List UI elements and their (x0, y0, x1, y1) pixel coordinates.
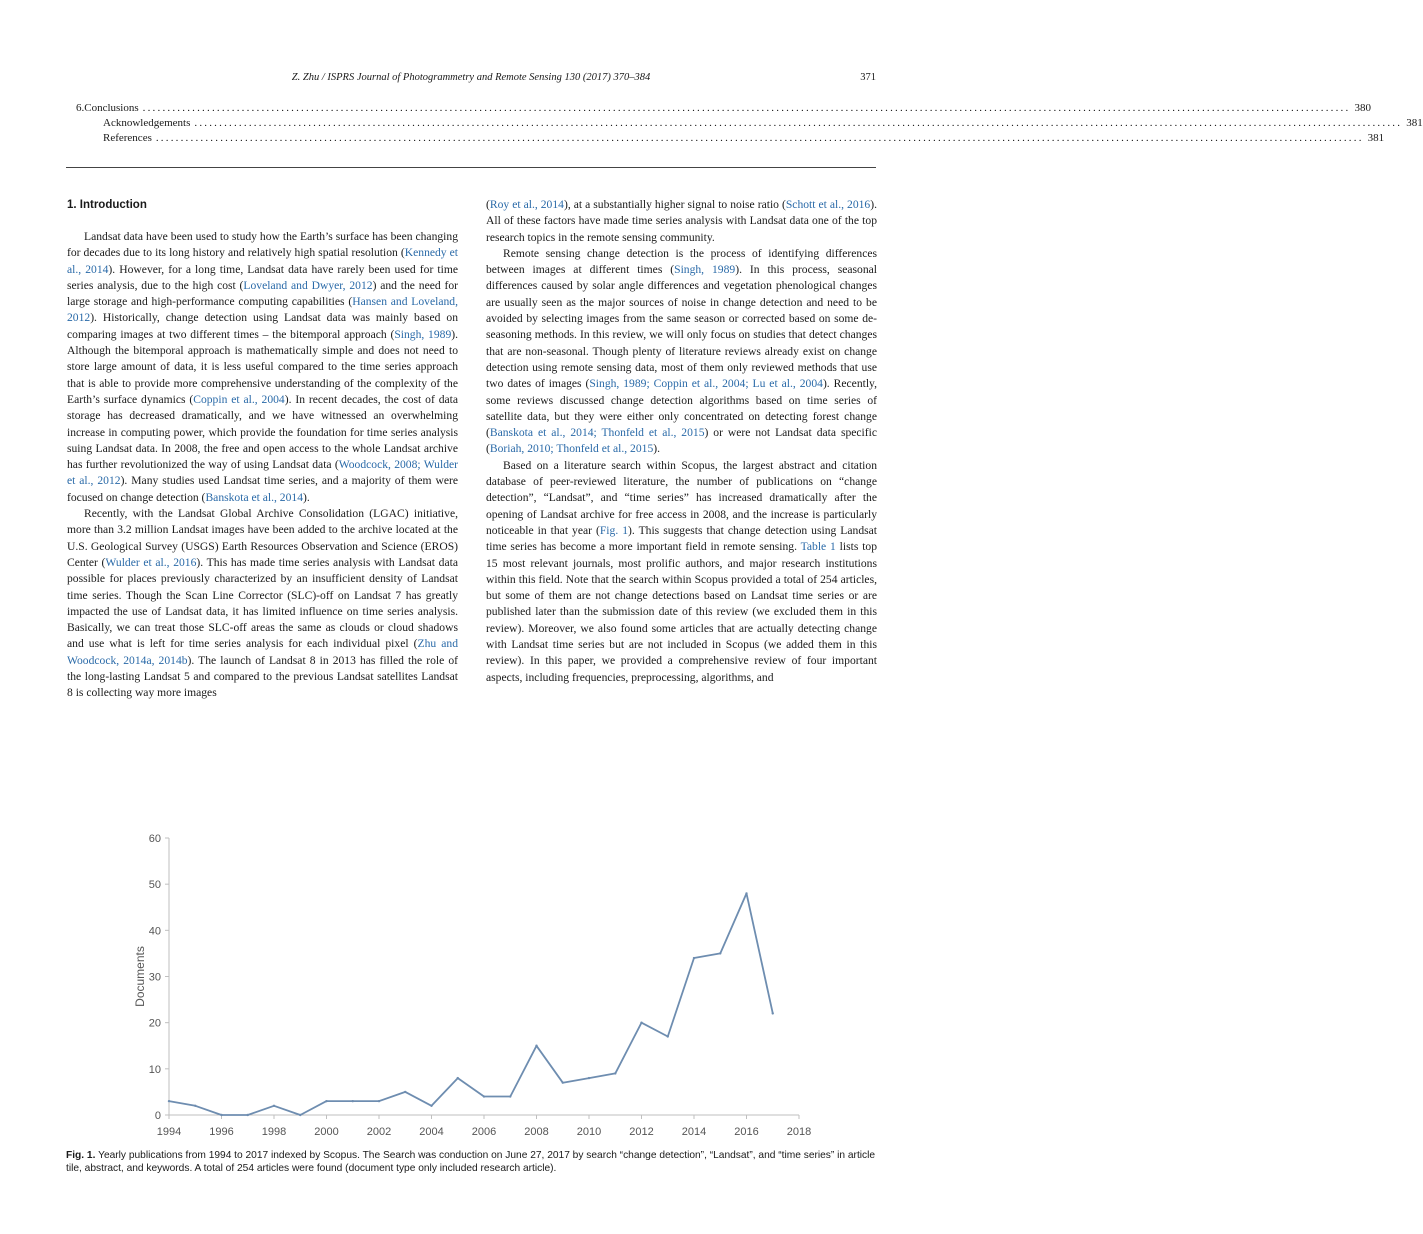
paragraph-text: ). This suggests that change detection using Landsat time series has become a more important field in remote sensing. (486, 523, 878, 554)
x-tick-label: 2006 (471, 1126, 497, 1138)
paragraph-text: Based on a literature search within Scopus, the largest abstract and citation database of peer-reviewed literature, the number of publications on “change detection”, “Landsat”, and “time series” has increased dramatically after the opening of Landsat archive for free access in 2008, and the increase is particularly noticeable in that year ( (486, 458, 877, 537)
toc-title: Conclusions (84, 102, 139, 114)
citation-link[interactable]: Boriah, 2010; Thonfeld et al., 2015 (489, 442, 654, 456)
citation-link[interactable]: Loveland and Dwyer, 2012 (243, 278, 373, 292)
x-tick-label: 2000 (314, 1126, 339, 1138)
data-point (352, 1100, 354, 1102)
paragraph-text: ). The launch of Landsat 8 in 2013 has filled the role of the long-lasting Landsat 5 and compared to the previous Landsat satellites Landsat 8 is collecting way more images (67, 653, 458, 700)
citation-link[interactable]: Singh, 1989; Coppin et al., 2004; Lu et al., 2004 (589, 377, 823, 391)
data-point (509, 1095, 511, 1097)
paragraph (67, 506, 458, 702)
page-number: 371 (860, 72, 876, 83)
data-point (168, 1100, 170, 1102)
paragraph-text: ). Although the bitemporal approach is mathematically simple and does not need to store large amount of data, it is less useful compared to the time series approach that is able to provide more comprehensive understanding of the complexity of the Earth’s surface dynamics ( (67, 327, 459, 406)
toc-leader-dots (194, 116, 1402, 131)
data-point (640, 1021, 642, 1023)
paragraph (486, 197, 877, 246)
citation-link[interactable]: Singh, 1989 (674, 263, 736, 277)
paragraph-text: ). (303, 490, 310, 504)
publications-line-chart (128, 826, 812, 1142)
y-tick-label: 30 (148, 971, 161, 984)
x-tick-label: 2014 (681, 1126, 707, 1138)
paragraph-text: Recently, with the Landsat Global Archive Consolidation (LGAC) initiative, more than 3.2 million Landsat images have been added to the archive located at the U.S. Geological Survey (USGS) Earth Resources Observation and Science (EROS) Center ( (67, 507, 458, 569)
data-point (273, 1105, 275, 1107)
paragraph-text: ). In recent decades, the cost of data storage has decreased dramatically, and we have witnessed an overwhelming increase in computing power, which provide the foundation for time series analysis suing Landsat data. In 2008, the free and open access to the whole Landsat archive has further revolutionized the way of using Landsat data ( (67, 392, 458, 472)
citation-link[interactable]: Woodcock, 2008; Wulder et al., 2012 (67, 458, 459, 488)
paragraph-text: Landsat data have been used to study how the Earth’s surface has been changing for decades due to its long history and relatively high spatial resolution ( (67, 230, 458, 260)
paragraph-text: ). Historically, change detection using Landsat data was mainly based on comparing images at two different times – the bitemporal approach ( (67, 311, 458, 341)
citation-link[interactable]: Roy et al., 2014 (489, 198, 564, 211)
y-tick-label: 10 (148, 1063, 161, 1076)
toc-page: 380 (1354, 102, 1371, 114)
table-of-contents (66, 101, 1423, 146)
data-point (194, 1105, 196, 1107)
data-point (430, 1105, 432, 1107)
paragraph-text: ). All of these factors have made time series analysis with Landsat data one of the top research topics in the remote sensing community. (486, 198, 877, 244)
paragraph-text: ), at a substantially higher signal to noise ratio ( (563, 198, 786, 211)
y-tick-label: 0 (154, 1110, 161, 1122)
paragraph-text: ). In this process, seasonal differences caused by solar angle differences and vegetation phenological changes are usually seen as the major sources of noise in change detection and need to be avoided by selecting images from the same season or corrected based on some de-seasoning methods. In this review, we will only focus on studies that detect changes that are non-seasonal. Though plenty of literature reviews already exist on change detection using remote sensing data, most of them only reviewed methods that use two dates of images ( (486, 263, 877, 391)
caption-text: Yearly publications from 1994 to 2017 indexed by Scopus. The Search was conduction on June 27, 2017 by search “change detection”, “Landsat”, and “time series” in article tile, abstract, and keywords. A total of 254 articles were found (document type only included research article). (66, 1150, 876, 1174)
data-point (667, 1035, 669, 1037)
toc-page: 381 (1367, 132, 1385, 144)
paragraph-text: ) and the need for large storage and high-performance computing capabilities ( (67, 278, 458, 309)
x-tick-label: 2016 (734, 1126, 759, 1138)
citation-link[interactable]: Schott et al., 2016 (785, 198, 871, 211)
y-tick-label: 60 (148, 833, 161, 845)
data-point (614, 1072, 616, 1074)
citation-link[interactable]: Wulder et al., 2016 (105, 555, 197, 569)
data-point (378, 1100, 380, 1102)
figure-1 (128, 826, 812, 1142)
paragraph (67, 229, 458, 506)
data-point (299, 1114, 301, 1116)
toc-row-acknowledgements[interactable] (66, 116, 1423, 131)
citation-link[interactable]: Banskota et al., 2014 (205, 490, 303, 504)
section-title: 1. Introduction (67, 199, 147, 211)
citation-link[interactable]: Coppin et al., 2004 (193, 392, 285, 406)
caption-label: Fig. 1. (66, 1150, 96, 1161)
paragraph (486, 246, 877, 458)
paragraph (486, 458, 877, 686)
left-column (67, 197, 458, 702)
x-tick-label: 1994 (156, 1126, 182, 1138)
series-line-documents (169, 893, 773, 1115)
data-point (457, 1077, 459, 1079)
data-point (247, 1114, 249, 1116)
x-tick-label: 1998 (261, 1126, 287, 1138)
data-point (325, 1100, 327, 1102)
x-tick-label: 2012 (629, 1126, 654, 1138)
paragraph-text: ). Recently, some reviews discussed change detection algorithms based on time series of satellite data, but they were either only concentrated on detecting forest change ( (486, 377, 877, 440)
x-tick-label: 2008 (524, 1126, 549, 1138)
toc-page: 381 (1406, 117, 1423, 129)
citation-link[interactable]: Zhu and Woodcock, 2014a, 2014b (67, 637, 458, 667)
x-tick-label: 1996 (209, 1126, 234, 1138)
citation-link[interactable]: Fig. 1 (599, 523, 629, 537)
y-axis-title: Documents (133, 946, 147, 1007)
toc-leader-dots (156, 131, 1364, 146)
citation-link[interactable]: Banskota et al., 2014; Thonfeld et al., 2015 (489, 426, 705, 440)
toc-number: 6. (76, 102, 85, 114)
x-tick-label: 2002 (366, 1126, 392, 1138)
divider-rule (66, 167, 876, 168)
toc-leader-dots (143, 101, 1351, 116)
data-point (220, 1114, 222, 1116)
paragraph-text: Remote sensing change detection is the process of identifying differences between images at different times ( (486, 246, 877, 277)
paragraph-text: ). This has made time series analysis with Landsat data possible for places previously characterized by an insufficient density of Landsat time series. Though the Scan Line Corrector (SLC)-off on Landsat 7 has greatly impacted the use of Landsat data, it has limited influence on time series analysis. Basically, we can treat those SLC-off areas the same as clouds or cloud shadows and use what is left for time series analysis for each individual pixel ( (67, 555, 458, 651)
data-point (483, 1095, 485, 1097)
paragraph-text: ) or were not Landsat data specific ( (486, 426, 878, 456)
paragraph-text: lists top 15 most relevant journals, most prolific authors, and major research institutions within this field. Note that the search within Scopus provided a total of 254 articles, but some of them are not change detections based on Landsat time series or are published later than the submission date of this review (we excluded them in this review). Moreover, we also found some articles that are actually detecting change with Landsat time series but are not included in Scopus (we added them in this review). In this paper, we provided a comprehensive review of four important aspects, including frequencies, preprocessing, algorithms, and (486, 540, 878, 684)
citation-link[interactable]: Singh, 1989 (394, 327, 452, 341)
journal-citation: Z. Zhu / ISPRS Journal of Photogrammetry and Remote Sensing 130 (2017) 370–384 (291, 72, 651, 83)
toc-row-conclusions[interactable] (66, 101, 1371, 116)
citation-link[interactable]: Table 1 (800, 540, 836, 554)
data-point (693, 957, 695, 959)
toc-title: Acknowledgements (103, 117, 191, 129)
citation-link[interactable]: Kennedy et al., 2014 (67, 246, 459, 276)
paragraph-text: ( (486, 198, 490, 211)
x-tick-label: 2018 (786, 1126, 812, 1138)
right-column (486, 197, 877, 686)
data-point (535, 1045, 537, 1047)
x-tick-label: 2004 (419, 1126, 444, 1138)
y-tick-label: 40 (148, 925, 161, 938)
data-point (588, 1077, 590, 1079)
figure-caption (66, 1149, 876, 1175)
x-tick-label: 2010 (576, 1126, 602, 1138)
running-header (66, 72, 876, 88)
paragraph-text: ). (653, 442, 661, 456)
citation-link[interactable]: Hansen and Loveland, 2012 (67, 295, 458, 325)
toc-row-references[interactable] (66, 131, 1385, 146)
y-tick-label: 50 (148, 879, 161, 892)
y-tick-label: 20 (148, 1017, 161, 1030)
paragraph-text: ). However, for a long time, Landsat data have rarely been used for time series analysis, due to the high cost ( (67, 262, 458, 292)
data-point (772, 1012, 774, 1014)
paragraph-text: ). Many studies used Landsat time series, and a majority of them were focused on change detection ( (67, 474, 458, 504)
data-point (719, 952, 721, 954)
data-point (745, 892, 747, 894)
toc-title: References (103, 132, 152, 144)
data-point (562, 1081, 564, 1083)
data-point (404, 1091, 406, 1093)
